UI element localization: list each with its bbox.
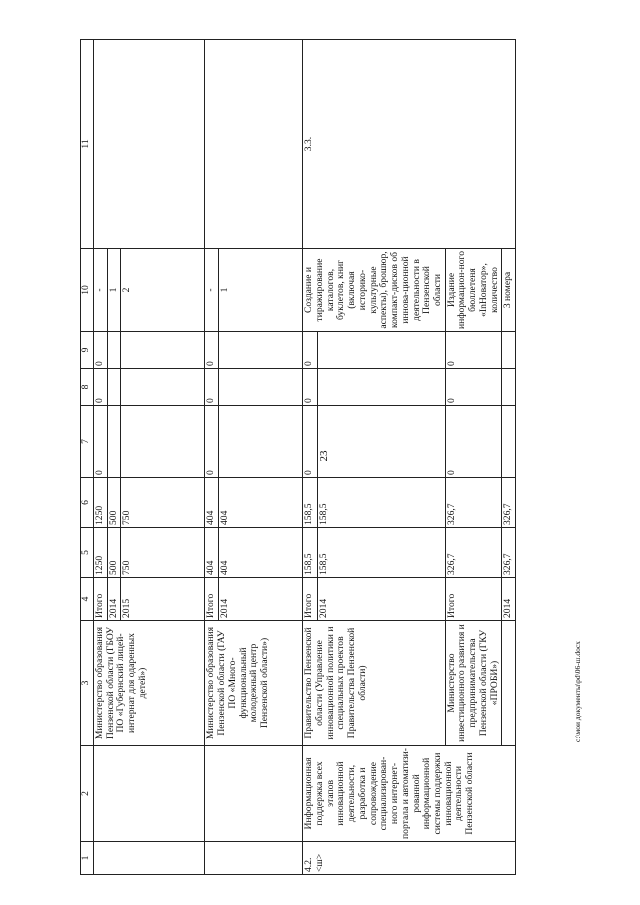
blank-cell [205,746,303,842]
header-row [81,40,94,875]
header-cell: 3 [81,621,94,746]
value-cell [219,332,303,369]
value-cell: 0 [94,369,108,406]
value-cell [317,406,445,478]
footer-file-path: c:\мои документы\pd\06-ш.docx [573,641,582,742]
blank-cell [205,40,303,249]
header-cell: 7 [81,406,94,478]
value-cell: 750 [121,528,205,578]
indicator-value-cell: - [205,249,219,332]
value-cell: 1250 [94,528,108,578]
row-title-cell: Информационная поддержка всех этапов инновационной деятельности, разработка и сопровождение специализирован-ного интернет-портала и автоматизи-рованной информационной системы поддержки инновационной деятельности Пензенской области [303,746,516,842]
value-cell: 326,7 [502,528,516,578]
indicator-value-cell: 3 номера [502,249,516,332]
executor-cell: Министерство образования Пензенской области (ГАУ ПО «Много-функциональный молодежный центр Пензенской области») [205,621,303,746]
value-cell: 326,7 [445,528,502,578]
header-cell: 4 [81,578,94,621]
value-cell: 404 [219,478,303,528]
header-cell: 5 [81,528,94,578]
value-cell [121,332,205,369]
value-cell: 158,5 [303,528,318,578]
value-cell [107,406,121,478]
value-cell: 0 [445,406,502,478]
value-cell [219,369,303,406]
year-cell: 2015 [121,578,205,621]
value-cell: 158,5 [317,528,445,578]
indicator-value-cell: 1 [107,249,121,332]
value-cell: 0 [445,369,502,406]
value-cell: 0 [303,406,318,478]
value-cell: 158,5 [303,478,318,528]
blank-cell [205,842,303,875]
indicator-cell: Издание информацион-ного бюллетеня «InНоватор», количество [445,249,502,332]
program-table [80,39,516,875]
header-cell: 1 [81,842,94,875]
value-cell: 158,5 [317,478,445,528]
value-cell: 500 [107,478,121,528]
value-cell: 404 [219,528,303,578]
header-cell: 10 [81,249,94,332]
indicator-cell: Создание и тиражирование каталогов, буклетов, книг (включая историко-культурные аспекты), брошюр, компакт-дисков об иннова-ционной деятельности в Пензенской области [303,249,446,332]
executor-cell: Правительство Пензенской области (Управление инновационной политики и специальных проектов Правительства Пензенской области) [303,621,446,746]
value-cell [219,406,303,478]
row-number-cell: 4.2. <ш> [303,842,516,875]
indicator-value-cell: - [94,249,108,332]
value-cell [502,369,516,406]
rotated-table-wrapper [80,40,576,875]
page-number: 23 [318,450,330,462]
header-cell: 6 [81,478,94,528]
value-cell [121,369,205,406]
value-cell: 0 [205,332,219,369]
note-cell: 3.3. [303,40,516,249]
value-cell: 0 [303,369,318,406]
year-cell: 2014 [502,578,516,621]
year-cell: Итого [445,578,502,621]
blank-cell [94,842,205,875]
table-row [303,40,318,875]
year-cell: 2014 [317,578,445,621]
year-cell: 2014 [107,578,121,621]
value-cell: 326,7 [502,478,516,528]
header-cell: 8 [81,369,94,406]
value-cell [502,406,516,478]
value-cell [121,406,205,478]
value-cell: 0 [303,332,318,369]
year-cell: 2014 [219,578,303,621]
header-cell: 2 [81,746,94,842]
value-cell: 0 [205,406,219,478]
blank-cell [502,621,516,746]
year-cell: Итого [94,578,108,621]
value-cell: 0 [445,332,502,369]
executor-cell: Министерство образования Пензенской области (ГБОУ ПО «Губернский лицей-интернат для одаренных детей») [94,621,205,746]
executor-cell: Министерство инвестиционного развития и предпринимательства Пензенской области (ГКУ «ПРОБИ») [445,621,502,746]
value-cell: 1250 [94,478,108,528]
value-cell: 0 [94,406,108,478]
year-cell: Итого [205,578,219,621]
value-cell [317,332,445,369]
value-cell: 404 [205,528,219,578]
value-cell [107,332,121,369]
indicator-value-cell: 2 [121,249,205,332]
value-cell [107,369,121,406]
value-cell: 0 [94,332,108,369]
indicator-value-cell: 1 [219,249,303,332]
value-cell [502,332,516,369]
value-cell: 0 [205,369,219,406]
value-cell [317,369,445,406]
table-row [94,40,108,875]
value-cell: 326,7 [445,478,502,528]
table-row [205,40,219,875]
blank-cell [94,40,205,249]
blank-cell [94,746,205,842]
value-cell: 404 [205,478,219,528]
header-cell: 9 [81,332,94,369]
year-cell: Итого [303,578,318,621]
header-cell: 11 [81,40,94,249]
value-cell: 750 [121,478,205,528]
value-cell: 500 [107,528,121,578]
